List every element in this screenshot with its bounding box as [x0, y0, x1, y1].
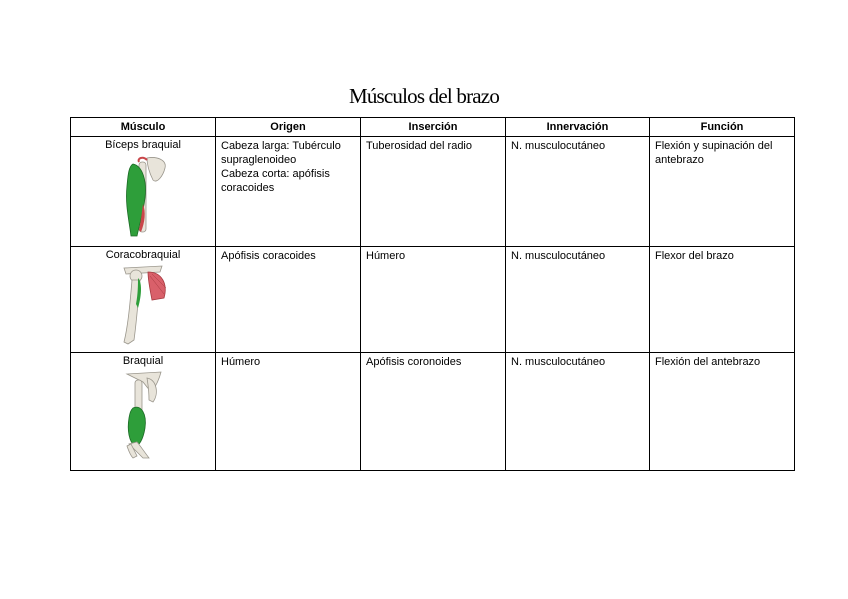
muscles-table	[70, 117, 795, 471]
origin-line: Cabeza larga: Tubérculo supraglenoideo	[221, 140, 341, 166]
function-cell: Flexor del brazo	[650, 247, 795, 353]
header-funcion: Función	[650, 118, 795, 137]
table-row	[71, 353, 795, 471]
coracobrachialis-illustration	[112, 264, 174, 348]
origin-cell	[216, 247, 361, 353]
header-insercion: Inserción	[361, 118, 506, 137]
table-header-row	[71, 118, 795, 137]
biceps-illustration	[113, 154, 173, 238]
header-innervacion: Innervación	[506, 118, 650, 137]
header-origen: Origen	[216, 118, 361, 137]
document-title: Músculos del brazo	[348, 84, 500, 108]
brachialis-illustration	[113, 370, 173, 462]
table-row	[71, 247, 795, 353]
origin-line: Apófisis coracoides	[221, 250, 316, 262]
origin-line: Húmero	[221, 356, 261, 368]
insertion-cell: Tuberosidad del radio	[361, 137, 506, 247]
muscle-cell	[71, 137, 216, 247]
origin-cell	[216, 137, 361, 247]
origin-line: Cabeza corta: apófisis coracoides	[221, 168, 330, 194]
header-musculo: Músculo	[71, 118, 216, 137]
origin-cell	[216, 353, 361, 471]
insertion-cell: Apófisis coronoides	[361, 353, 506, 471]
insertion-cell: Húmero	[361, 247, 506, 353]
innervation-cell: N. musculocutáneo	[506, 247, 650, 353]
muscle-name: Braquial	[122, 355, 164, 367]
innervation-cell: N. musculocutáneo	[506, 137, 650, 247]
innervation-cell: N. musculocutáneo	[506, 353, 650, 471]
function-cell: Flexión y supinación del antebrazo	[650, 137, 795, 247]
muscle-cell	[71, 247, 216, 353]
muscle-cell	[71, 353, 216, 471]
function-cell: Flexión del antebrazo	[650, 353, 795, 471]
muscle-name: Coracobraquial	[105, 249, 181, 261]
muscle-name: Bíceps braquial	[105, 139, 181, 151]
table-row	[71, 137, 795, 247]
